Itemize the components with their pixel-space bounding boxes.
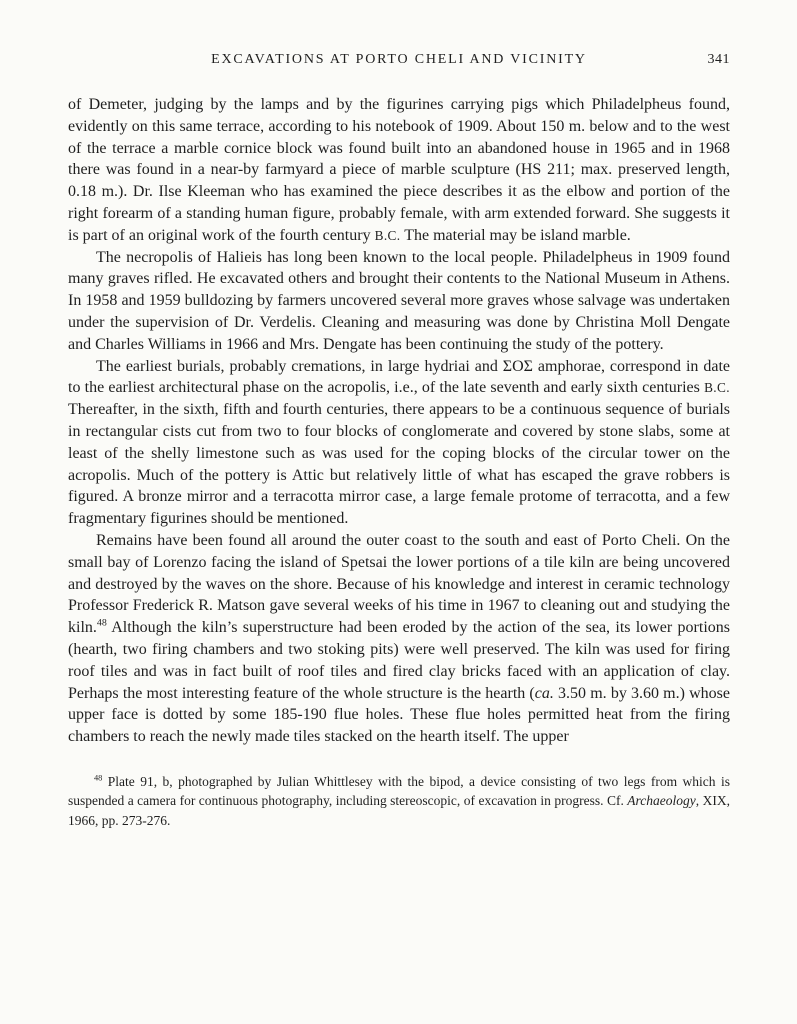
paragraph — [68, 94, 730, 247]
text-run: 3.50 m. by 3.60 m.) whose upper face is dotted by some 185-190 flue holes. These flue holes permitted heat from the firing chambers to reach the newly made tiles stacked on the hearth itself. The upper — [68, 684, 730, 746]
page-header — [68, 52, 730, 68]
running-title: EXCAVATIONS AT PORTO CHELI AND VICINITY — [211, 52, 587, 67]
paragraph — [68, 247, 730, 356]
paragraph — [68, 530, 730, 748]
sup-text: 48 — [94, 773, 103, 783]
footnote — [68, 772, 730, 831]
italic-text: ca. — [534, 684, 554, 702]
text-run: , XIX, 1966, pp. 273-276. — [68, 793, 730, 828]
text-run: of Demeter, judging by the lamps and by the figurines carrying pigs which Philadelpheus found, evidently on this same terrace, according to his notebook of 1909. About 150 m. below and to the west of the terrace a marble cornice block was found built into an abandoned house in 1965 and in 1968 there was found in a near-by farmyard a piece of marble sculpture (HS 211; max. preserved length, 0.18 m.). Dr. Ilse Kleeman who has examined the piece describes it as the elbow and portion of the right forearm of a standing human figure, probably female, with arm extended forward. She suggests it is part of an original work of the fourth century — [68, 96, 730, 244]
text-run: The earliest burials, probably cremations, in large hydriai and ΣΟΣ amphorae, correspond in date to the earliest architectural phase on the acropolis, i.e., of the late seventh and early sixth centuries — [68, 357, 730, 397]
text-run: Thereafter, in the sixth, fifth and fourth centuries, there appears to be a continuous sequence of burials in rectangular cists cut from two to four blocks of conglomerate and covered by stone slabs, some at least of the shelly limestone such as was used for the coping blocks of the circular tower on the acropolis. Much of the pottery is Attic but relatively little of what has escaped the grave robbers is figured. A bronze mirror and a terracotta mirror case, a large female protome of terracotta, and a few fragmentary figurines should be mentioned. — [68, 401, 730, 528]
text-run: The material may be island marble. — [400, 226, 631, 244]
text-run: Although the kiln’s superstructure had been eroded by the action of the sea, its lower portions (hearth, two firing chambers and two stoking pits) were well preserved. The kiln was used for firing roof tiles and was in fact built of roof tiles and fired clay bricks faced with an application of clay. Perhaps the most interesting feature of the whole structure is the hearth ( — [68, 619, 730, 702]
sup-text: 48 — [96, 617, 107, 629]
paragraph — [68, 356, 730, 530]
text-run: Plate 91, b, photographed by Julian Whittlesey with the bipod, a device consisting of two legs from which is suspended a camera for continuous photography, including stereoscopic, of excavation in progress. Cf. — [68, 773, 730, 809]
sc-text: B.C. — [374, 227, 401, 243]
text-run: Remains have been found all around the outer coast to the south and east of Porto Cheli. On the small bay of Lorenzo facing the island of Spetsai the lower portions of a tile kiln are being uncovered and destroyed by the waves on the shore. Because of his knowledge and interest in ceramic technology Professor Frederick R. Matson gave several weeks of his time in 1967 to cleaning out and studying the kiln. — [68, 531, 730, 637]
italic-text: Archaeology — [627, 793, 696, 809]
body-text — [68, 94, 730, 748]
sc-text: B.C. — [704, 380, 730, 396]
text-run: The necropolis of Halieis has long been known to the local people. Philadelpheus in 1909 found many graves rifled. He excavated others and brought their contents to the National Museum in Athens. In 1958 and 1959 bulldozing by farmers uncovered several more graves whose salvage was undertaken under the supervision of Dr. Verdelis. Cleaning and measuring was done by Christina Moll Dengate and Charles Williams in 1966 and Mrs. Dengate has been continuing the study of the pottery. — [68, 248, 730, 353]
page-number: 341 — [707, 52, 730, 67]
paragraph — [68, 772, 730, 831]
